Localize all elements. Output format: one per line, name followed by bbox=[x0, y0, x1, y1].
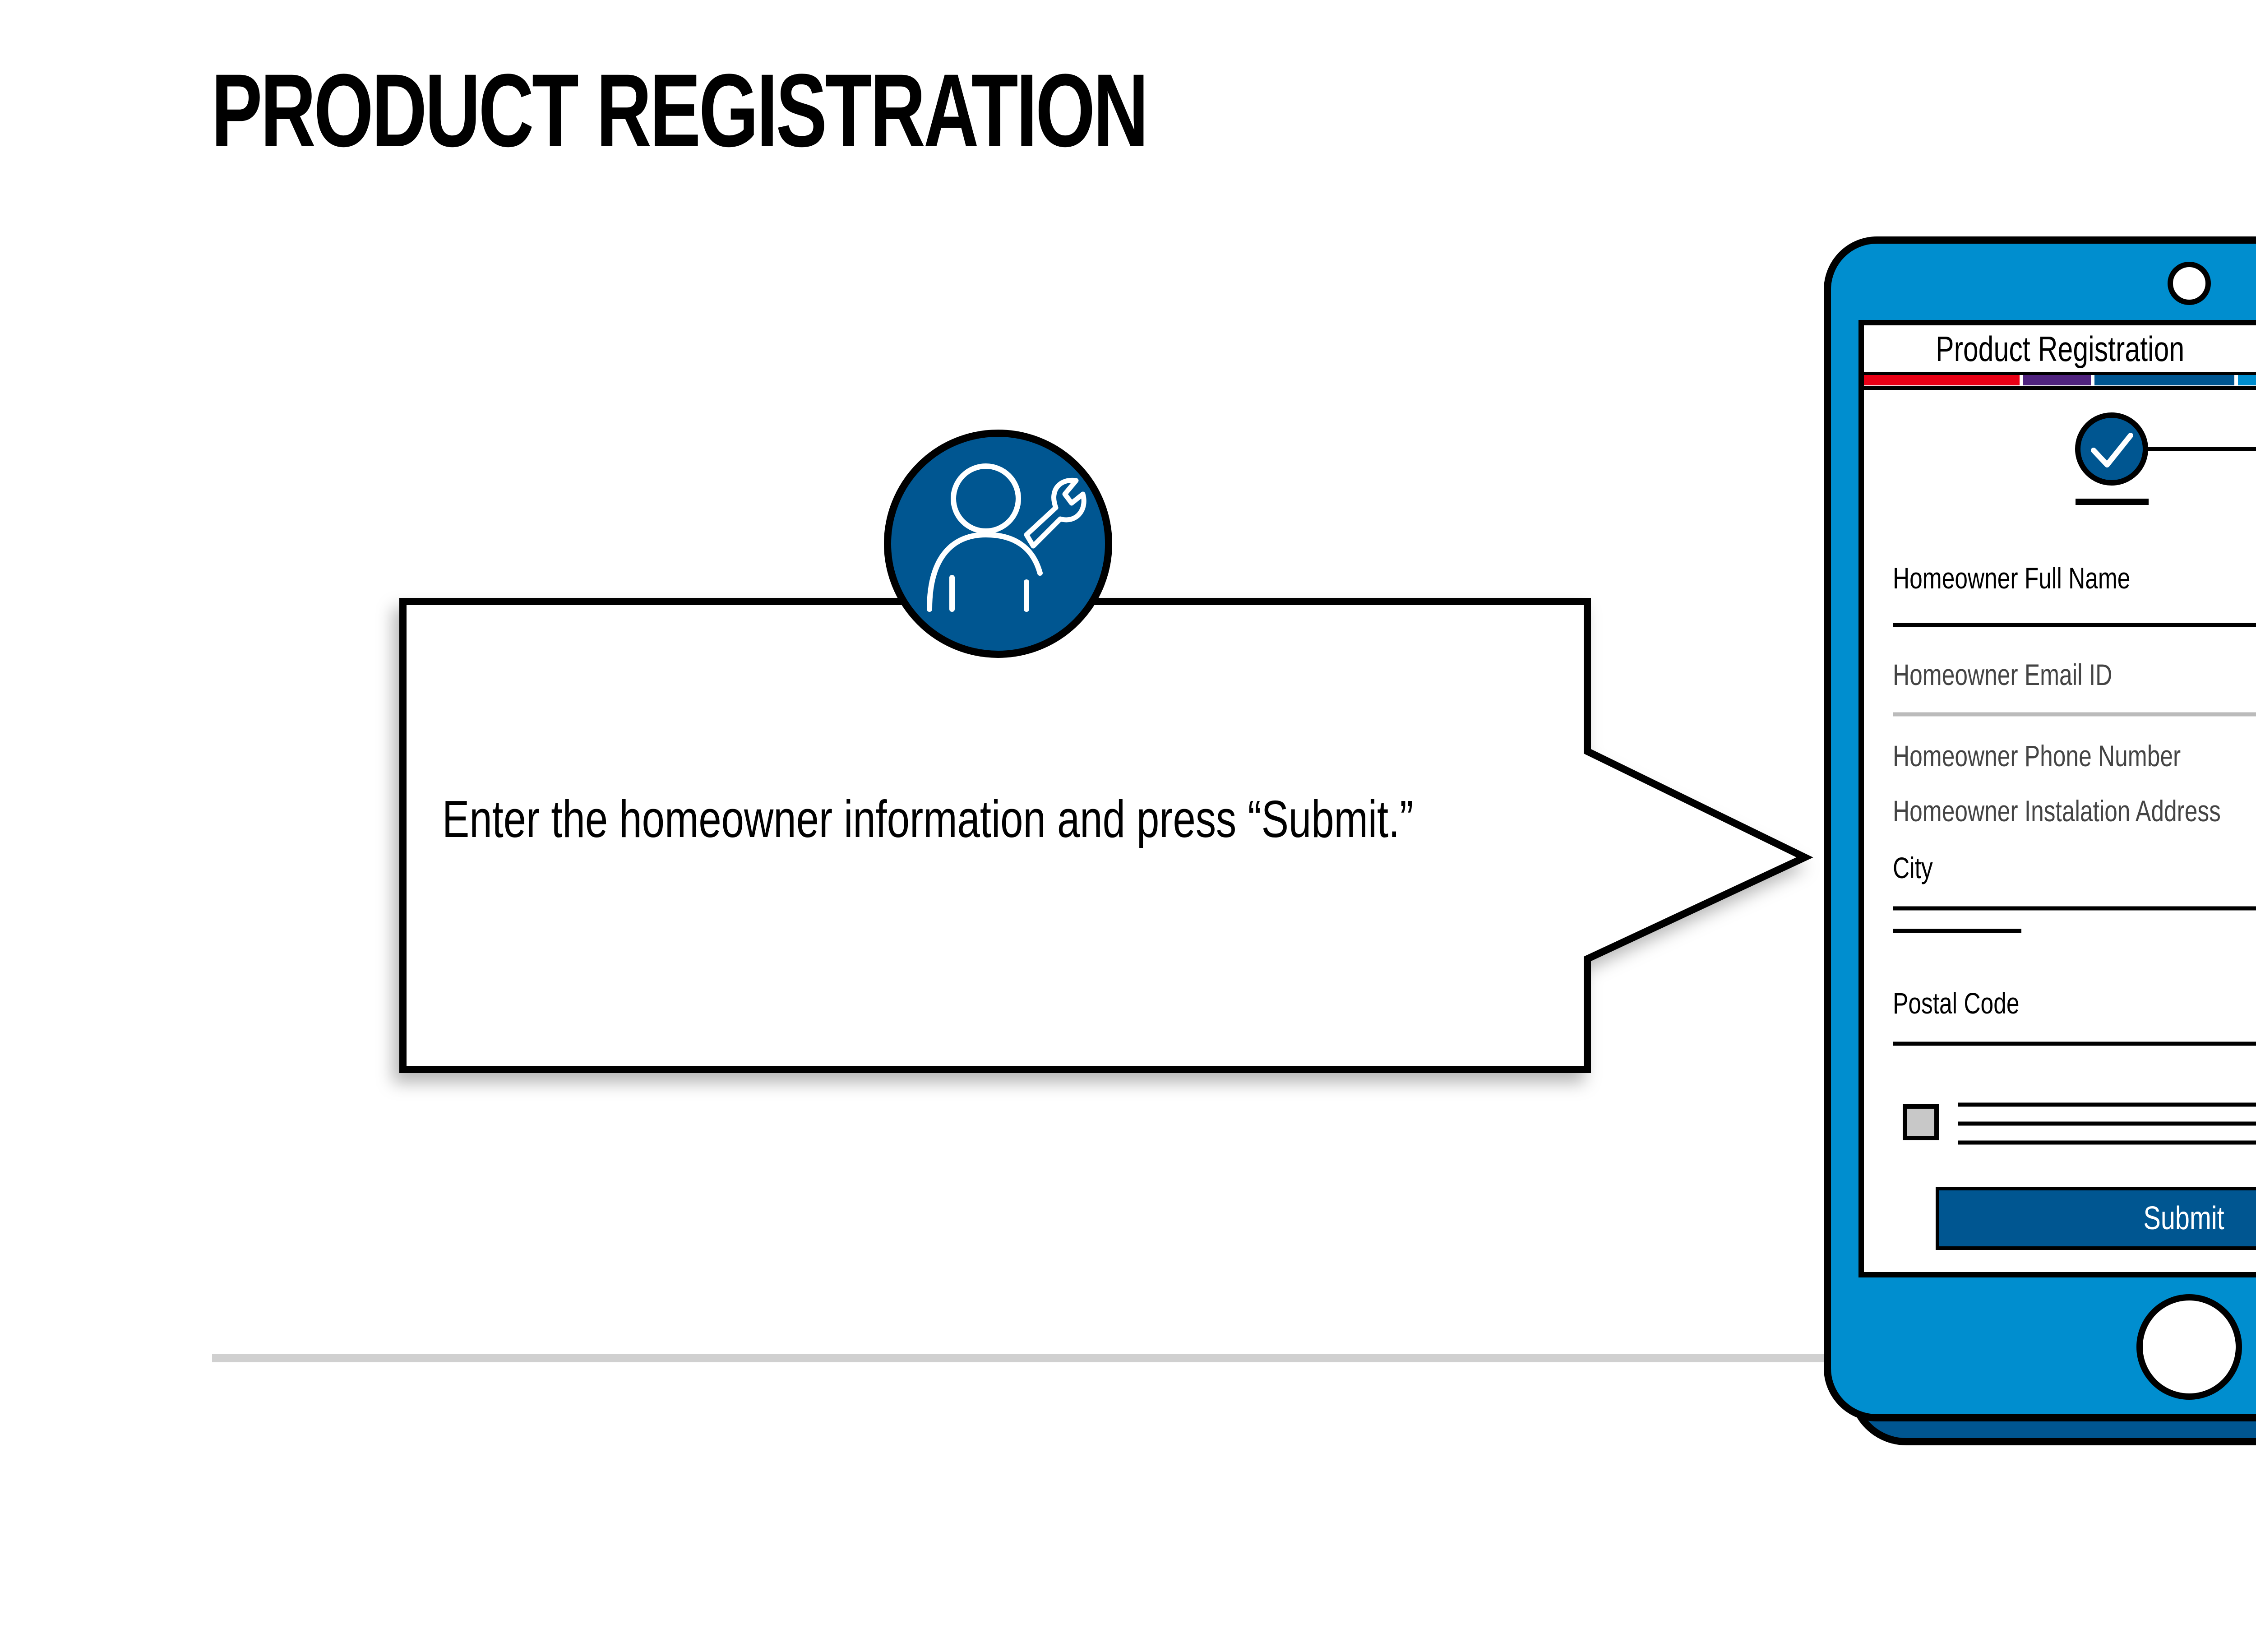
phone-field[interactable]: Homeowner Phone Number bbox=[1893, 739, 2181, 773]
callout-text: Enter the homeowner information and press “Submit.” bbox=[442, 790, 1414, 848]
installer-icon bbox=[888, 433, 1109, 654]
postal-code-field[interactable]: Postal Code bbox=[1893, 986, 2020, 1020]
consent-checkbox bbox=[1905, 1106, 1937, 1138]
city-field[interactable]: City bbox=[1893, 851, 1933, 884]
email-field[interactable]: Homeowner Email ID bbox=[1893, 658, 2113, 691]
tablet-home-button bbox=[2140, 1297, 2239, 1397]
submit-button[interactable] bbox=[1936, 1187, 2256, 1250]
tablet-camera bbox=[2170, 264, 2208, 302]
submit-button-label: Submit bbox=[2143, 1200, 2224, 1236]
step-1-check-icon bbox=[2078, 415, 2145, 483]
screen-title: Product Registration bbox=[1936, 329, 2185, 369]
color-bar bbox=[1864, 374, 2256, 385]
address-field[interactable]: Homeowner Instalation Address bbox=[1893, 794, 2221, 828]
page-title: PRODUCT REGISTRATION bbox=[211, 52, 1147, 168]
full-name-field[interactable]: Homeowner Full Name bbox=[1893, 561, 2131, 595]
